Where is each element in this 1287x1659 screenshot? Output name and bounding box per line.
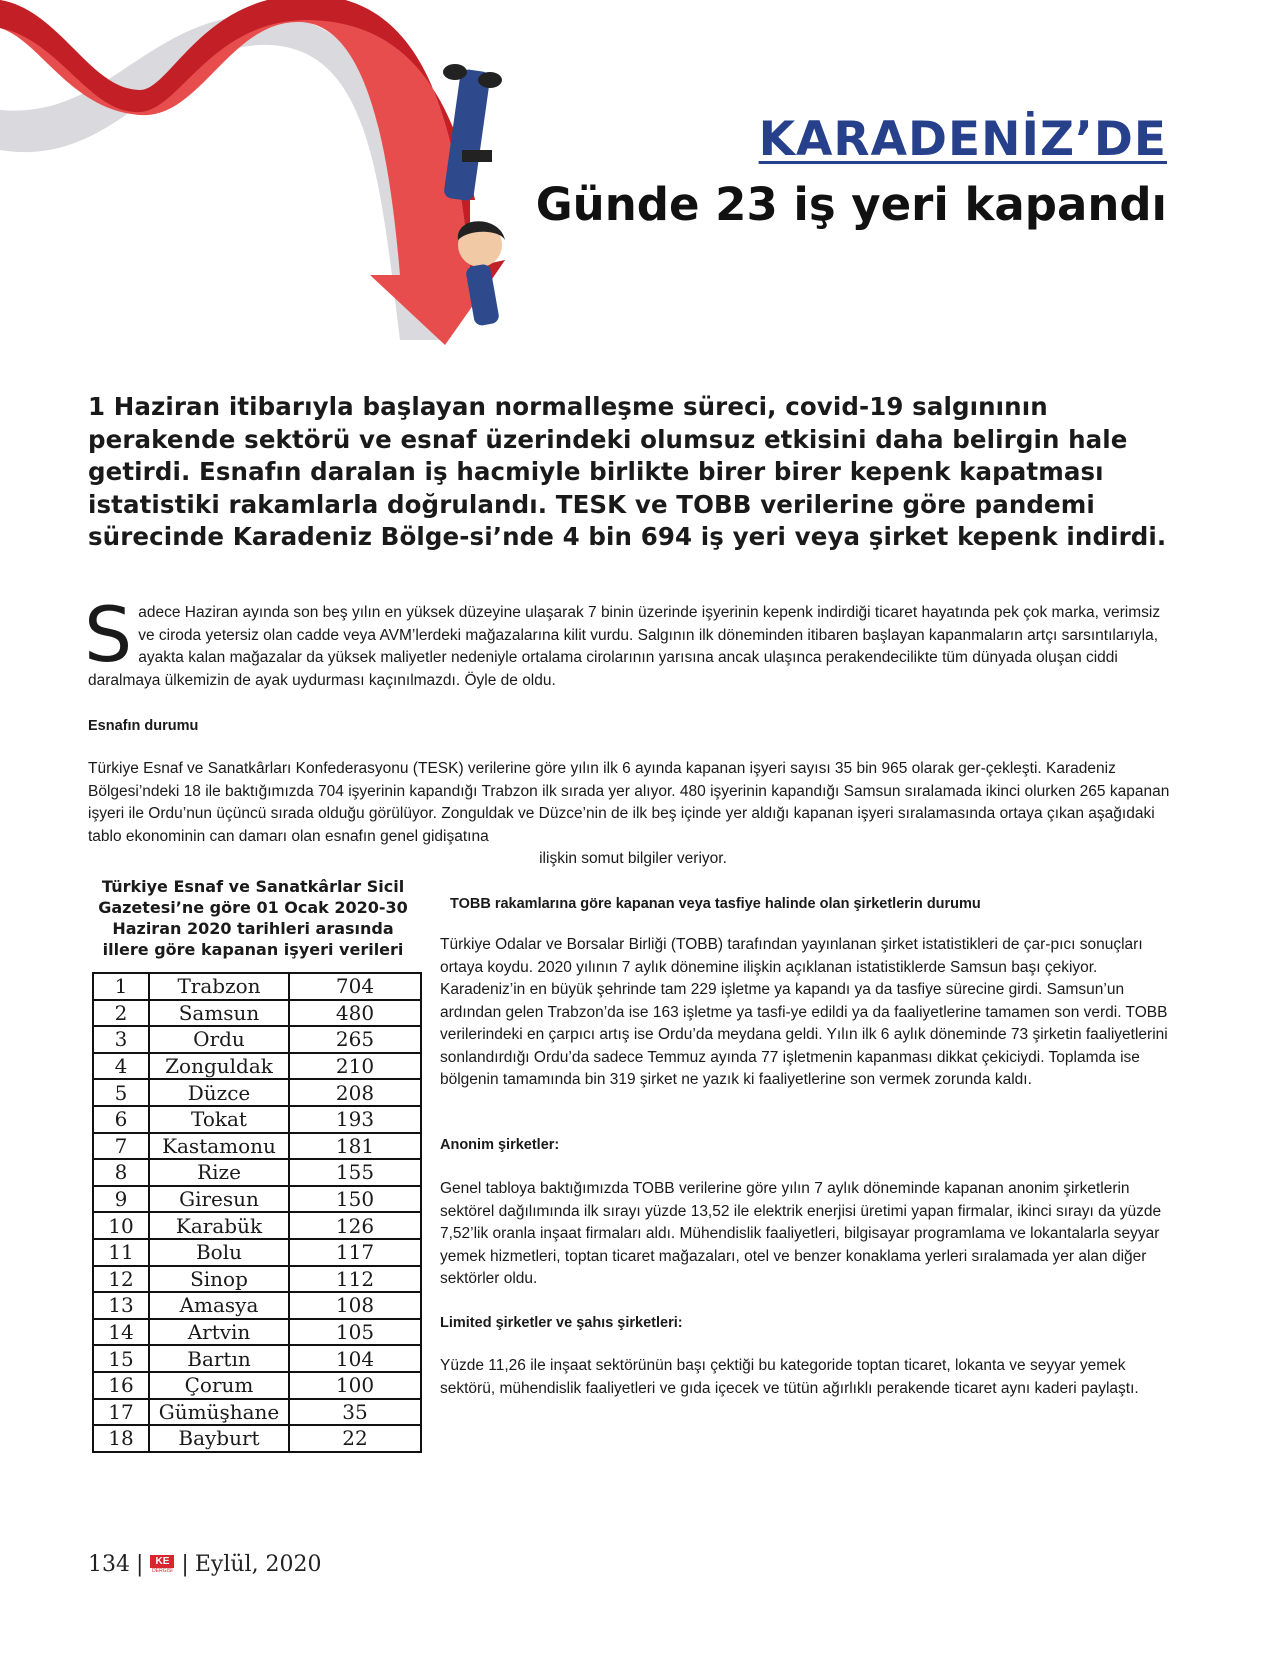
table-row <box>93 1079 421 1106</box>
rank-cell: 9 <box>93 1186 149 1213</box>
province-cell: Karabük <box>149 1212 289 1239</box>
page-title-line1: KARADENİZ’DE <box>758 112 1167 167</box>
rank-cell: 4 <box>93 1053 149 1080</box>
table-row <box>93 1292 421 1319</box>
province-cell: Amasya <box>149 1292 289 1319</box>
section-heading-anonim: Anonim şirketler: <box>440 1137 560 1153</box>
logo-subtext: DERGİSİ <box>152 1568 173 1574</box>
section-heading-limited: Limited şirketler ve şahıs şirketleri: <box>440 1315 683 1331</box>
table-row <box>93 1239 421 1266</box>
count-cell: 210 <box>289 1053 421 1080</box>
province-cell: Çorum <box>149 1372 289 1399</box>
count-cell: 126 <box>289 1212 421 1239</box>
count-cell: 105 <box>289 1319 421 1346</box>
logo-text: KE <box>150 1555 174 1568</box>
count-cell: 150 <box>289 1186 421 1213</box>
rank-cell: 10 <box>93 1212 149 1239</box>
rank-cell: 7 <box>93 1133 149 1160</box>
table-row <box>93 1133 421 1160</box>
province-cell: Düzce <box>149 1079 289 1106</box>
footer-separator: | <box>136 1552 144 1577</box>
lead-paragraph: 1 Haziran itibarıyla başlayan normalleşme süreci, covid-19 salgınının perakende sektörü ve esnaf üzerindeki olumsuz etkisini daha belirgin hale getirdi. Esnafın daralan iş hacmiyle birlikte birer birer kepenk kapatması istatistiki rakamlarla doğrulandı. TESK ve TOBB verilerine göre pandemi sürecinde Karadeniz Bölge-si’nde 4 bin 694 iş yeri veya şirket kepenk indirdi. <box>88 392 1167 551</box>
falling-arrow-illustration <box>0 0 560 380</box>
province-cell: Bayburt <box>149 1425 289 1452</box>
table-row <box>93 1053 421 1080</box>
count-cell: 480 <box>289 1000 421 1027</box>
rank-cell: 17 <box>93 1399 149 1426</box>
province-cell: Sinop <box>149 1266 289 1293</box>
esnaf-text: Türkiye Esnaf ve Sanatkârları Konfederasyonu (TESK) verilerine göre yılın ilk 6 ayında kapanan işyeri sayısı 35 bin 965 olarak ger-çekleşti. Karadeniz Bölgesi’ndeki 18 ile baktığımızda 704 işyerinin kapandığı Trabzon ilk sırada yer alıyor. 480 işyerinin kapandığı Samsun sıralamada ikinci olurken 265 kapanan işyeri ile Ordu’nun üçüncü sırada olduğu görülüyor. Zonguldak ve Düzce’nin de ilk beş içinde yer aldığı kapanan işyeri sıralamasında ortaya çıkan aşağıdaki tablo ekonominin can damarı olan esnafın genel gidişatına <box>88 760 1170 845</box>
table-caption: Türkiye Esnaf ve Sanatkârlar Sicil Gazetesi’ne göre 01 Ocak 2020-30 Haziran 2020 tarihleri arasında illere göre kapanan işyeri verileri <box>98 877 408 959</box>
rank-cell: 18 <box>93 1425 149 1452</box>
table-row <box>93 973 421 1000</box>
table-row <box>93 1000 421 1027</box>
rank-cell: 13 <box>93 1292 149 1319</box>
province-cell: Gümüşhane <box>149 1399 289 1426</box>
count-cell: 208 <box>289 1079 421 1106</box>
intro-paragraph <box>84 590 1178 692</box>
province-cell: Ordu <box>149 1026 289 1053</box>
rank-cell: 6 <box>93 1106 149 1133</box>
table-row <box>93 1026 421 1053</box>
table-row <box>93 1372 421 1399</box>
count-cell: 117 <box>289 1239 421 1266</box>
rank-cell: 11 <box>93 1239 149 1266</box>
province-cell: Bartın <box>149 1345 289 1372</box>
section-paragraph-tobb: Türkiye Odalar ve Borsalar Birliği (TOBB) tarafından yayınlanan şirket istatistikleri de çar-pıcı sonuçları ortaya koydu. 2020 yılının 7 aylık dönemine ilişkin açıklanan istatistiklerde Samsun başı çekiyor. Karadeniz’in en büyük şehrinde tam 229 işletme ya kapandı ya da tasfiye sürecine girdi. Samsun’un ardından gelen Trabzon’da ise 163 işletme ya tasfi-ye edildi ya da faaliyetlerine tamamen son verdi. TOBB verilerindeki en çarpıcı artış ise Ordu’da meydana geldi. Yılın ilk 6 aylık döneminde 73 şirketin faaliyetlerini sonlandırdığı Ordu’da sadece Temmuz ayında 77 işletmenin kapanması dikkat çekiciydi. Toplamda ise bölgenin tamamında bin 319 şirket ne yazık ki faaliyetlerine son vermek zorunda kaldı. <box>440 936 1168 1088</box>
province-cell: Trabzon <box>149 973 289 1000</box>
rank-cell: 15 <box>93 1345 149 1372</box>
rank-cell: 3 <box>93 1026 149 1053</box>
table-row <box>93 1212 421 1239</box>
count-cell: 181 <box>289 1133 421 1160</box>
table-row <box>93 1186 421 1213</box>
section-paragraph-esnaf <box>88 758 1178 871</box>
rank-cell: 16 <box>93 1372 149 1399</box>
rank-cell: 2 <box>93 1000 149 1027</box>
count-cell: 193 <box>289 1106 421 1133</box>
esnaf-text-last: ilişkin somut bilgiler veriyor. <box>539 850 727 867</box>
page-footer <box>88 1552 322 1577</box>
count-cell: 155 <box>289 1159 421 1186</box>
rank-cell: 8 <box>93 1159 149 1186</box>
count-cell: 104 <box>289 1345 421 1372</box>
section-paragraph-anonim: Genel tabloya baktığımızda TOBB verilerine göre yılın 7 aylık döneminde kapanan anonim şirketlerin sektörel dağılımında ilk sırayı yüzde 13,52 ile elektrik enerjisi üretimi yapan firmalar, ikinci sırayı da yüzde 7,52’lik oranla inşaat firmaları aldı. Mühendislik faaliyetleri, bilgisayar programlama ve lokantalarla seyyar yemek hizmetleri, toptan ticaret mağazaları, otel ve benzer konaklama yerleri sıralamada yer alan diğer sektörler oldu. <box>440 1180 1162 1287</box>
drop-cap: S <box>84 590 133 679</box>
magazine-logo <box>149 1555 175 1574</box>
province-cell: Tokat <box>149 1106 289 1133</box>
province-cell: Rize <box>149 1159 289 1186</box>
province-cell: Samsun <box>149 1000 289 1027</box>
rank-cell: 14 <box>93 1319 149 1346</box>
table-row <box>93 1106 421 1133</box>
count-cell: 108 <box>289 1292 421 1319</box>
province-cell: Artvin <box>149 1319 289 1346</box>
section-heading-tobb: TOBB rakamlarına göre kapanan veya tasfiye halinde olan şirketlerin durumu <box>450 896 981 912</box>
table-row <box>93 1319 421 1346</box>
count-cell: 265 <box>289 1026 421 1053</box>
closed-workplaces-table <box>92 972 422 1453</box>
intro-text: adece Haziran ayında son beş yılın en yüksek düzeyine ulaşarak 7 binin üzerinde işyerinin kepenk indirdiği ticaret hayatında pek çok marka, verimsiz ve ciroda yetersiz olan cadde veya AVM’lerdeki mağazalarına kilit vurdu. Salgının ilk döneminden itibaren başlayan kapanmaların artçı sarsıntılarıyla, ayakta kalan mağazalar da yüksek maliyetler nedeniyle ortalama cirolarının yarısına ancak ulaşınca perakendecilikte tüm dünyada oluşan ciddi daralmaya ülkemizin de ayak uydurması kaçınılmazdı. Öyle de oldu. <box>88 604 1161 689</box>
rank-cell: 12 <box>93 1266 149 1293</box>
page-title-line2: Günde 23 iş yeri kapandı <box>535 178 1167 231</box>
rank-cell: 5 <box>93 1079 149 1106</box>
section-heading-esnaf: Esnafın durumu <box>88 718 199 734</box>
page-number: 134 <box>88 1552 130 1577</box>
province-cell: Zonguldak <box>149 1053 289 1080</box>
table-row <box>93 1399 421 1426</box>
province-cell: Kastamonu <box>149 1133 289 1160</box>
province-cell: Giresun <box>149 1186 289 1213</box>
count-cell: 22 <box>289 1425 421 1452</box>
table-row <box>93 1425 421 1452</box>
rank-cell: 1 <box>93 973 149 1000</box>
count-cell: 100 <box>289 1372 421 1399</box>
province-cell: Bolu <box>149 1239 289 1266</box>
table-row <box>93 1159 421 1186</box>
count-cell: 112 <box>289 1266 421 1293</box>
issue-date: Eylül, 2020 <box>194 1552 322 1577</box>
count-cell: 35 <box>289 1399 421 1426</box>
table-row <box>93 1266 421 1293</box>
section-paragraph-limited: Yüzde 11,26 ile inşaat sektörünün başı çektiği bu kategoride toptan ticaret, lokanta ve seyyar yemek sektörü, mühendislik faaliyetleri ve gıda içecek ve tütün ağırlıklı perakende ticaret aynı kaderi paylaştı. <box>440 1357 1139 1397</box>
footer-separator: | <box>181 1552 189 1577</box>
table-row <box>93 1345 421 1372</box>
count-cell: 704 <box>289 973 421 1000</box>
